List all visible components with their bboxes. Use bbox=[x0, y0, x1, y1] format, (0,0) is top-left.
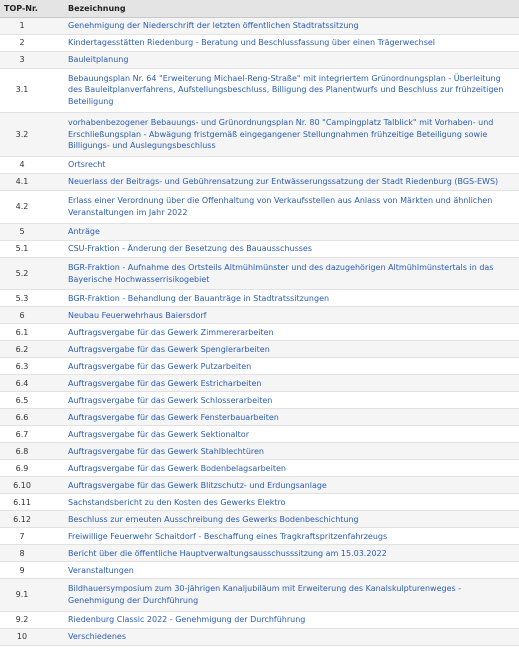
top-number: 5.1 bbox=[0, 240, 44, 257]
table-header-row bbox=[0, 0, 519, 17]
table-row bbox=[0, 307, 519, 324]
agenda-item-cell bbox=[44, 341, 519, 358]
agenda-item-link[interactable]: Auftragsvergabe für das Gewerk Fensterbauarbeiten bbox=[68, 412, 279, 422]
top-number: 1 bbox=[0, 17, 44, 34]
table-row bbox=[0, 157, 519, 174]
top-number: 8 bbox=[0, 545, 44, 562]
table-row bbox=[0, 612, 519, 629]
top-number: 4.2 bbox=[0, 191, 44, 224]
top-number: 6.8 bbox=[0, 443, 44, 460]
table-row bbox=[0, 511, 519, 528]
agenda-item-cell bbox=[44, 443, 519, 460]
agenda-item-cell bbox=[44, 112, 519, 156]
top-number: 6.11 bbox=[0, 494, 44, 511]
agenda-item-cell bbox=[44, 358, 519, 375]
agenda-item-cell bbox=[44, 375, 519, 392]
agenda-item-link[interactable]: Beschluss zur erneuten Ausschreibung des Gewerks Bodenbeschichtung bbox=[68, 514, 359, 524]
agenda-item-link[interactable]: Riedenburg Classic 2022 - Genehmigung der Durchführung bbox=[68, 615, 306, 625]
table-row bbox=[0, 443, 519, 460]
agenda-item-link[interactable]: Auftragsvergabe für das Gewerk Zimmererarbeiten bbox=[68, 327, 274, 337]
agenda-item-link[interactable]: Auftragsvergabe für das Gewerk Schlosserarbeiten bbox=[68, 395, 273, 405]
agenda-item-cell bbox=[44, 579, 519, 612]
agenda-item-link[interactable]: Anträge bbox=[68, 226, 100, 236]
agenda-item-cell bbox=[44, 629, 519, 646]
top-number: 3.1 bbox=[0, 68, 44, 112]
agenda-item-link[interactable]: Auftragsvergabe für das Gewerk Putzarbeiten bbox=[68, 361, 252, 371]
top-number: 4.1 bbox=[0, 174, 44, 191]
table-row bbox=[0, 290, 519, 307]
top-number: 4 bbox=[0, 157, 44, 174]
agenda-item-cell bbox=[44, 223, 519, 240]
table-row bbox=[0, 112, 519, 156]
agenda-item-cell bbox=[44, 612, 519, 629]
table-row bbox=[0, 494, 519, 511]
top-number: 9.1 bbox=[0, 579, 44, 612]
agenda-item-cell bbox=[44, 174, 519, 191]
table-row bbox=[0, 460, 519, 477]
top-number: 6.4 bbox=[0, 375, 44, 392]
agenda-item-cell bbox=[44, 392, 519, 409]
top-number: 6.10 bbox=[0, 477, 44, 494]
top-number: 2 bbox=[0, 34, 44, 51]
agenda-item-cell bbox=[44, 307, 519, 324]
table-row bbox=[0, 545, 519, 562]
table-row bbox=[0, 426, 519, 443]
agenda-item-link[interactable]: Erlass einer Verordnung über die Offenhaltung von Verkaufsstellen aus Anlass von Märkten und ähnlichen Veranstaltungen im Jahr 2022 bbox=[68, 196, 493, 218]
agenda-item-cell bbox=[44, 240, 519, 257]
top-number: 5.3 bbox=[0, 290, 44, 307]
agenda-item-link[interactable]: Bebauungsplan Nr. 64 "Erweiterung Michael-Reng-Straße" mit integriertem Grünordnungsplan - Überleitung des Bauleitplanverfahrens, Aufstellungsbeschluss, Billigung des Planentwurfs und Beschluss zur frühzeitigen Beteiligung bbox=[68, 73, 504, 107]
agenda-item-cell bbox=[44, 51, 519, 68]
top-number: 6.9 bbox=[0, 460, 44, 477]
table-row bbox=[0, 51, 519, 68]
agenda-item-link[interactable]: Ortsrecht bbox=[68, 160, 106, 170]
agenda-item-link[interactable]: Genehmigung der Niederschrift der letzten öffentlichen Stadtratssitzung bbox=[68, 20, 359, 30]
table-row bbox=[0, 392, 519, 409]
agenda-item-cell bbox=[44, 68, 519, 112]
agenda-item-cell bbox=[44, 477, 519, 494]
agenda-item-link[interactable]: Neubau Feuerwehrhaus Baiersdorf bbox=[68, 310, 207, 320]
agenda-item-link[interactable]: Auftragsvergabe für das Gewerk Stahlblechtüren bbox=[68, 446, 264, 456]
agenda-item-cell bbox=[44, 562, 519, 579]
column-header-bezeichnung: Bezeichnung bbox=[44, 0, 519, 17]
agenda-item-link[interactable]: vorhabenbezogener Bebauungs- und Grünordnungsplan Nr. 80 "Campingplatz Talblick" mit Vorhaben- und Erschließungsplan - Abwägung fristgemäß eingegangener Stellungnahmen frühzeitige Beteiligung sowie Billigungs- und Auslegungsbeschluss bbox=[68, 117, 494, 151]
agenda-item-link[interactable]: CSU-Fraktion - Änderung der Besetzung des Bauausschusses bbox=[68, 243, 313, 253]
table-row bbox=[0, 579, 519, 612]
top-number: 5.2 bbox=[0, 257, 44, 290]
table-row bbox=[0, 240, 519, 257]
table-row bbox=[0, 17, 519, 34]
agenda-item-link[interactable]: BGR-Fraktion - Aufnahme des Ortsteils Altmühlmünster und des dazugehörigen Altmühlmünstertals in das Bayerische Hochwasserrisikogebiet bbox=[68, 262, 494, 284]
agenda-item-cell bbox=[44, 257, 519, 290]
top-number: 6.12 bbox=[0, 511, 44, 528]
column-header-top-nr: TOP-Nr. bbox=[0, 0, 44, 17]
agenda-item-link[interactable]: Veranstaltungen bbox=[68, 565, 134, 575]
agenda-item-link[interactable]: Bildhauersymposium zum 30-jährigen Kanaljubiläum mit Erweiterung des Kanalskulpturenweges - Genehmigung der Durchführung bbox=[68, 584, 462, 606]
top-number: 3 bbox=[0, 51, 44, 68]
agenda-item-link[interactable]: Bericht über die öffentliche Hauptverwaltungsausschusssitzung am 15.03.2022 bbox=[68, 548, 387, 558]
table-row bbox=[0, 223, 519, 240]
agenda-item-cell bbox=[44, 494, 519, 511]
table-row bbox=[0, 358, 519, 375]
table-row bbox=[0, 528, 519, 545]
agenda-item-cell bbox=[44, 528, 519, 545]
agenda-item-cell bbox=[44, 409, 519, 426]
top-number: 6.2 bbox=[0, 341, 44, 358]
agenda-item-cell bbox=[44, 17, 519, 34]
agenda-item-link[interactable]: Auftragsvergabe für das Gewerk Bodenbelagsarbeiten bbox=[68, 463, 286, 473]
top-number: 6.6 bbox=[0, 409, 44, 426]
table-row bbox=[0, 375, 519, 392]
top-number: 6.3 bbox=[0, 358, 44, 375]
agenda-item-link[interactable]: Bauleitplanung bbox=[68, 54, 129, 64]
agenda-item-cell bbox=[44, 191, 519, 224]
table-row bbox=[0, 341, 519, 358]
agenda-item-link[interactable]: Auftragsvergabe für das Gewerk Estricharbeiten bbox=[68, 378, 262, 388]
table-row bbox=[0, 409, 519, 426]
table-row bbox=[0, 562, 519, 579]
agenda-item-cell bbox=[44, 460, 519, 477]
agenda-item-cell bbox=[44, 545, 519, 562]
agenda-item-cell bbox=[44, 324, 519, 341]
top-number: 6.1 bbox=[0, 324, 44, 341]
agenda-item-link[interactable]: Auftragsvergabe für das Gewerk Sektionaltor bbox=[68, 429, 249, 439]
top-number: 9.2 bbox=[0, 612, 44, 629]
top-number: 7 bbox=[0, 528, 44, 545]
agenda-item-link[interactable]: BGR-Fraktion - Behandlung der Bauanträge in Stadtratssitzungen bbox=[68, 293, 330, 303]
agenda-item-link[interactable]: Neuerlass der Beitrags- und Gebührensatzung zur Entwässerungssatzung der Stadt Riedenburg (BGS-EWS) bbox=[68, 177, 499, 187]
top-number: 5 bbox=[0, 223, 44, 240]
agenda-rows bbox=[0, 17, 519, 646]
agenda-item-link[interactable]: Kindertagesstätten Riedenburg - Beratung und Beschlussfassung über einen Trägerwechsel bbox=[68, 37, 436, 47]
table-row bbox=[0, 191, 519, 224]
table-row bbox=[0, 257, 519, 290]
table-row bbox=[0, 324, 519, 341]
top-number: 3.2 bbox=[0, 112, 44, 156]
table-row bbox=[0, 68, 519, 112]
agenda-item-cell bbox=[44, 157, 519, 174]
top-number: 10 bbox=[0, 629, 44, 646]
top-number: 6.5 bbox=[0, 392, 44, 409]
agenda-item-link[interactable]: Auftragsvergabe für das Gewerk Spenglerarbeiten bbox=[68, 344, 270, 354]
top-number: 6.7 bbox=[0, 426, 44, 443]
agenda-item-cell bbox=[44, 290, 519, 307]
top-number: 9 bbox=[0, 562, 44, 579]
agenda-item-link[interactable]: Auftragsvergabe für das Gewerk Blitzschutz- und Erdungsanlage bbox=[68, 480, 327, 490]
agenda-item-cell bbox=[44, 511, 519, 528]
agenda-item-cell bbox=[44, 426, 519, 443]
table-row bbox=[0, 477, 519, 494]
agenda-item-link[interactable]: Freiwillige Feuerwehr Schaitdorf - Beschaffung eines Tragkraftspritzenfahrzeugs bbox=[68, 531, 388, 541]
agenda-item-link[interactable]: Sachstandsbericht zu den Kosten des Gewerks Elektro bbox=[68, 497, 286, 507]
top-number: 6 bbox=[0, 307, 44, 324]
agenda-item-link[interactable]: Verschiedenes bbox=[68, 632, 127, 642]
table-row bbox=[0, 629, 519, 646]
agenda-item-cell bbox=[44, 34, 519, 51]
table-row bbox=[0, 174, 519, 191]
table-row bbox=[0, 34, 519, 51]
